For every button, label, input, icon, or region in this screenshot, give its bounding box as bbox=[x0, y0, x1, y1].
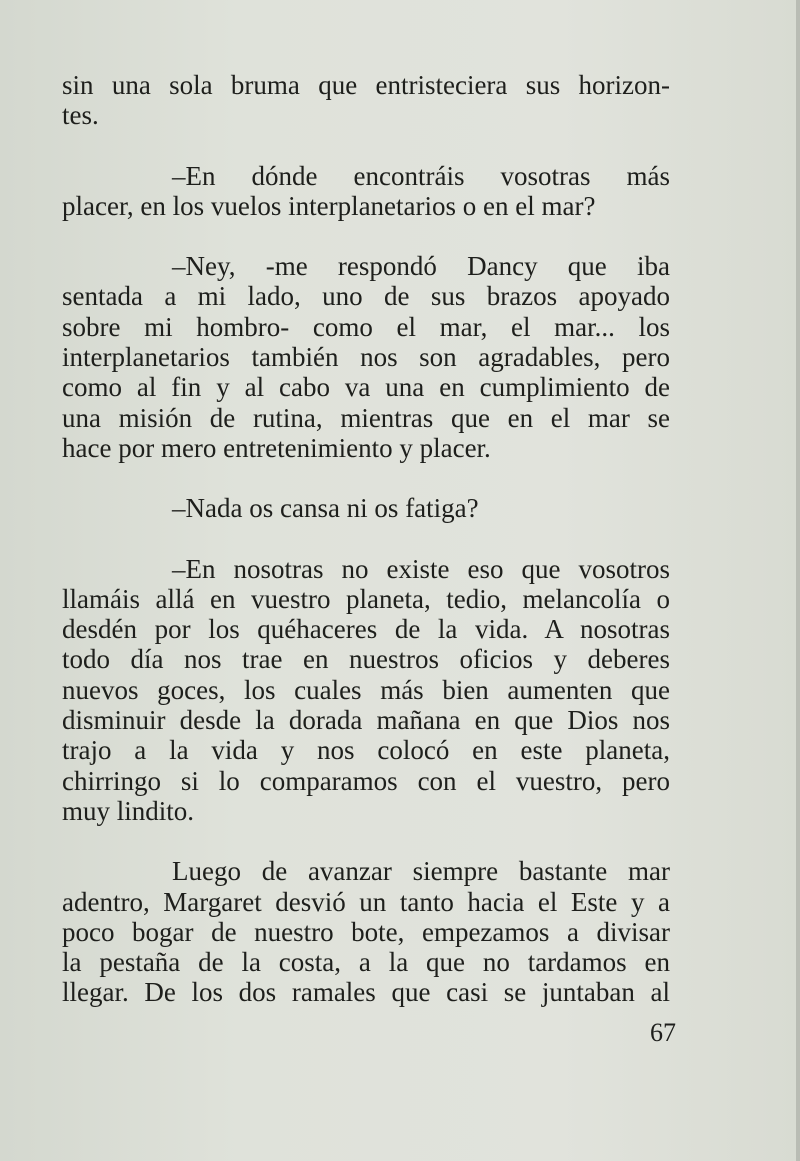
paragraph-gap bbox=[62, 131, 670, 161]
paragraph bbox=[62, 70, 670, 131]
text-line: como al fin y al cabo va una en cumplimiento de bbox=[62, 372, 670, 403]
text-line: muy lindito. bbox=[62, 795, 195, 826]
paragraph bbox=[62, 554, 670, 827]
text-line: poco bogar de nuestro bote, empezamos a divisar bbox=[62, 916, 670, 947]
text-line: Luego de avanzar siempre bastante mar bbox=[172, 856, 670, 887]
paragraph-gap bbox=[62, 524, 670, 554]
paragraph-gap bbox=[62, 463, 670, 493]
text-line: una misión de rutina, mientras que en el mar se bbox=[62, 402, 670, 433]
text-line: trajo a la vida y nos colocó en este planeta, bbox=[62, 735, 670, 766]
text-line: sobre mi hombro- como el mar, el mar... los bbox=[62, 311, 670, 342]
text-line: sin una sola bruma que entristeciera sus horizon- bbox=[62, 70, 670, 100]
text-line: tes. bbox=[62, 100, 99, 131]
text-line: sentada a mi lado, uno de sus brazos apoyado bbox=[62, 281, 670, 312]
text-line: –En nosotras no existe eso que vosotros bbox=[172, 553, 670, 584]
text-line: llegar. De los dos ramales que casi se juntaban al bbox=[62, 977, 670, 1008]
text-line: todo día nos trae en nuestros oficios y deberes bbox=[62, 644, 670, 675]
paragraph-gap bbox=[62, 221, 670, 251]
text-line: desdén por los quéhaceres de la vida. A nosotras bbox=[62, 614, 670, 645]
text-line: adentro, Margaret desvió un tanto hacia el Este y a bbox=[62, 886, 670, 917]
page-edge bbox=[796, 0, 800, 1161]
text-line: placer, en los vuelos interplanetarios o en el mar? bbox=[62, 190, 596, 221]
text-line: chirringo si lo comparamos con el vuestro, pero bbox=[62, 765, 670, 796]
text-line: disminuir desde la dorada mañana en que Dios nos bbox=[62, 705, 670, 736]
text-line: la pestaña de la costa, a la que no tardamos en bbox=[62, 947, 670, 978]
paragraph bbox=[62, 856, 670, 1007]
paragraph bbox=[62, 161, 670, 222]
paragraph bbox=[62, 493, 670, 523]
body-text bbox=[62, 70, 670, 1008]
text-line: interplanetarios también nos son agradables, pero bbox=[62, 342, 670, 373]
text-line: –Ney, -me respondó Dancy que iba bbox=[172, 251, 670, 282]
text-line: nuevos goces, los cuales más bien aumenten que bbox=[62, 674, 670, 705]
paragraph bbox=[62, 251, 670, 463]
paragraph-gap bbox=[62, 826, 670, 856]
text-line: –Nada os cansa ni os fatiga? bbox=[172, 493, 479, 524]
page-number: 67 bbox=[650, 1018, 676, 1047]
text-line: hace por mero entretenimiento y placer. bbox=[62, 432, 491, 463]
text-line: –En dónde encontráis vosotras más bbox=[172, 160, 670, 191]
text-line: llamáis allá en vuestro planeta, tedio, melancolía o bbox=[62, 583, 670, 614]
